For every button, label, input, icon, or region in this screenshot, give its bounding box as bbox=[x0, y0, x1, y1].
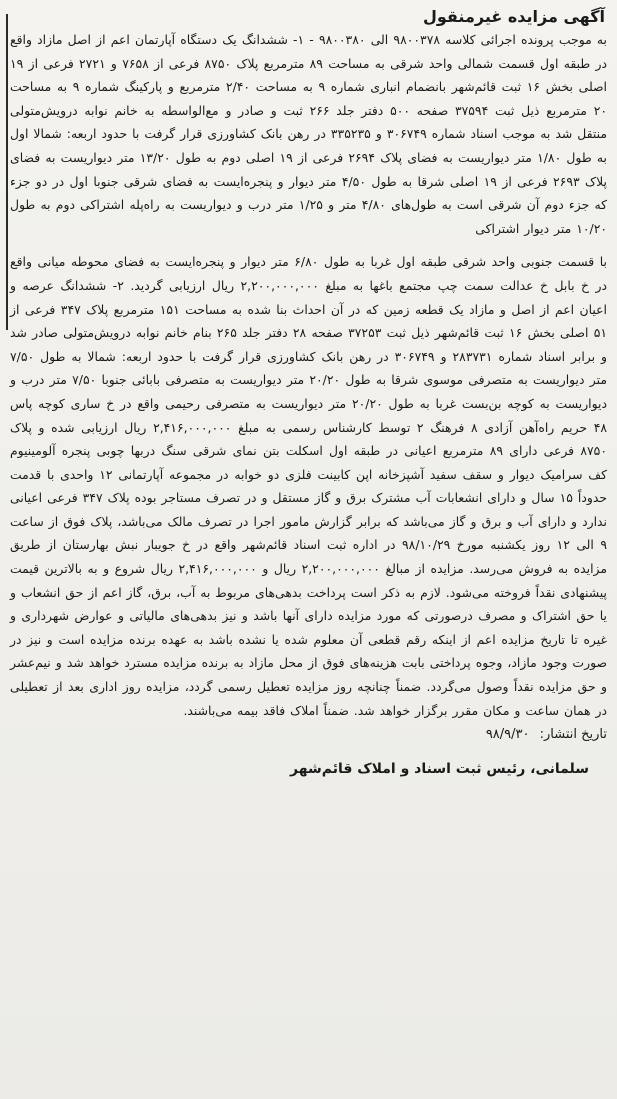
column-border bbox=[6, 14, 8, 330]
publish-date-value: ۹۸/۹/۳۰ bbox=[485, 727, 530, 743]
signature: سلمانی، رئیس ثبت اسناد و املاک قائم‌شهر bbox=[290, 761, 589, 778]
notice-paragraph-2: با قسمت جنوبی واحد شرقی طبقه اول غربا به طول ۶/۸۰ متر دیوار و پنجره‌ایست به فضای محوطه میانی واقع در خ بابل خ عدالت سمت چپ مجتمع باغها به مبلغ ۲,۲۰۰,۰۰۰,۰۰۰ ریال ارزیابی گردید. ۲- ششدانگ عرصه و اعیان اعم از اصل و مازاد یک قطعه زمین که در آن احداث بنا شده به مساحت ۱۵۱ مترمربع پلاک ۳۴۷ فرعی از ۵۱ اصلی بخش ۱۶ ثبت قائم‌شهر ذیل ثبت ۳۷۲۵۳ صفحه ۲۸ دفتر جلد ۲۶۵ بنام خانم نوابه درویش‌متولی صادر شد و برابر اسناد شماره ۲۸۳۷۳۱ و ۳۰۶۷۴۹ در رهن بانک کشاورزی قرار گرفت با حدود اربعه: شمالا به طول ۷/۵۰ متر دیواریست به متصرفی موسوی شرقا به طول ۲۰/۲۰ متر دیواریست به متصرفی بابائی جنوبا ۷/۵۰ متر درب و دیواریست به کوچه بن‌بست غربا به طول ۲۰/۲۰ متر دیواریست به متصرفی رحیمی واقع در خ ساری کوچه پاس ۴۸ حریم راه‌آهن آزادی ۸ فرهنگ ۲ توسط کارشناس رسمی به مبلغ ۲,۴۱۶,۰۰۰,۰۰۰ ریال ارزیابی شده و پلاک ۸۷۵۰ فرعی دارای ۸۹ مترمربع اعیانی در طبقه اول اسکلت بتن نمای شرقی سنگ دربها چوبی پنجره آلومینیوم کف سرامیک دیوار و سقف سفید آشپزخانه اپن کابینت فلزی دو خوابه در مجموعه آپارتمانی ۱۲ واحدی با قدمت حدوداً ۱۵ سال و دارای انشعابات آب مشترک برق و گاز مستقل و در تصرف مستاجر بوده پلاک ۳۴۷ فرعی اعیانی ندارد و دارای آب و برق و گاز می‌باشد که برابر گزارش مامور اجرا در تصرف مالک می‌باشد، پلاک فوق از ساعت ۹ الی ۱۲ روز یکشنبه مورخ ۹۸/۱۰/۲۹ در اداره ثبت اسناد قائم‌شهر واقع در خ جویبار نبش بهارستان از طریق مزایده به فروش می‌رسد. مزایده از مبالغ ۲,۲۰۰,۰۰۰,۰۰۰ ریال و ۲,۴۱۶,۰۰۰,۰۰۰ ریال شروع و به بالاترین قیمت پیشنهادی نقداً فروخته می‌شود. لازم به ذکر است پرداخت بدهی‌های مربوط به آب، برق، گاز اعم از حق انشعاب و یا حق اشتراک و مصرف درصورتی که مورد مزایده دارای آنها باشد و نیز بدهی‌های مالیاتی و عوارض شهرداری و غیره تا تاریخ مزایده اعم از اینکه رقم قطعی آن معلوم شده یا نشده باشد به عهده برنده مزایده است و نیز در صورت وجود مازاد، وجوه پرداختی بابت هزینه‌های فوق از محل مازاد به برنده مزایده مسترد خواهد شد و نیم‌عشر و حق مزایده نقداً وصول می‌گردد. ضمناً چنانچه روز مزایده تعطیل رسمی گردد، مزایده روز اداری بعد از تعطیلی در همان ساعت و مکان مقرر برگزار خواهد شد. ضمناً املاک فاقد بیمه می‌باشند. bbox=[10, 254, 608, 718]
notice-title: آگهی مزایده غیرمنقول bbox=[423, 7, 605, 26]
publish-date-label: تاریخ انتشار: bbox=[539, 727, 607, 743]
publish-date bbox=[10, 724, 607, 746]
notice-paragraph-1: به موجب پرونده اجرائی کلاسه ۹۸۰۰۳۷۸ الی ۹۸۰۰۳۸۰ - ۱- ششدانگ یک دستگاه آپارتمان اعم از اصل مازاد واقع در طبقه اول قسمت شمالی واحد شرقی به مساحت ۸۹ مترمربع پلاک ۸۷۵۰ فرعی از ۷۶۵۸ و ۲۷۲۱ فرعی از ۱۹ اصلی بخش ۱۶ ثبت قائم‌شهر بانضمام انباری شماره ۹ به مساحت ۲/۴۰ مترمربع و پارکینگ شماره ۹ به مساحت ۲۰ مترمربع ذیل ثبت ۳۷۵۹۴ صفحه ۵۰۰ دفتر جلد ۲۶۶ ثبت و صادر و مع‌الواسطه به خانم نوابه درویش‌متولی منتقل شد به موجب اسناد شماره ۳۰۶۷۴۹ و ۳۳۵۲۳۵ در رهن بانک کشاورزی قرار گرفت با حدود اربعه: شمالا اول به طول ۱/۸۰ متر دیواریست به فضای پلاک ۲۶۹۴ فرعی از ۱۹ اصلی دوم به طول ۱۳/۲۰ متر دیواریست به فضای پلاک ۲۶۹۳ فرعی از ۱۹ اصلی شرقا به طول ۴/۵۰ متر دیوار و پنجره‌ایست به فضای شرقی جنوبا اول در دو جزء که جزء دوم آن شرقی است به طول‌های ۴/۸۰ متر و ۱/۲۵ متر درب و دیواریست به راه‌پله اشتراکی دوم به طول ۱۰/۲۰ متر دیوار اشتراکی bbox=[10, 32, 608, 236]
